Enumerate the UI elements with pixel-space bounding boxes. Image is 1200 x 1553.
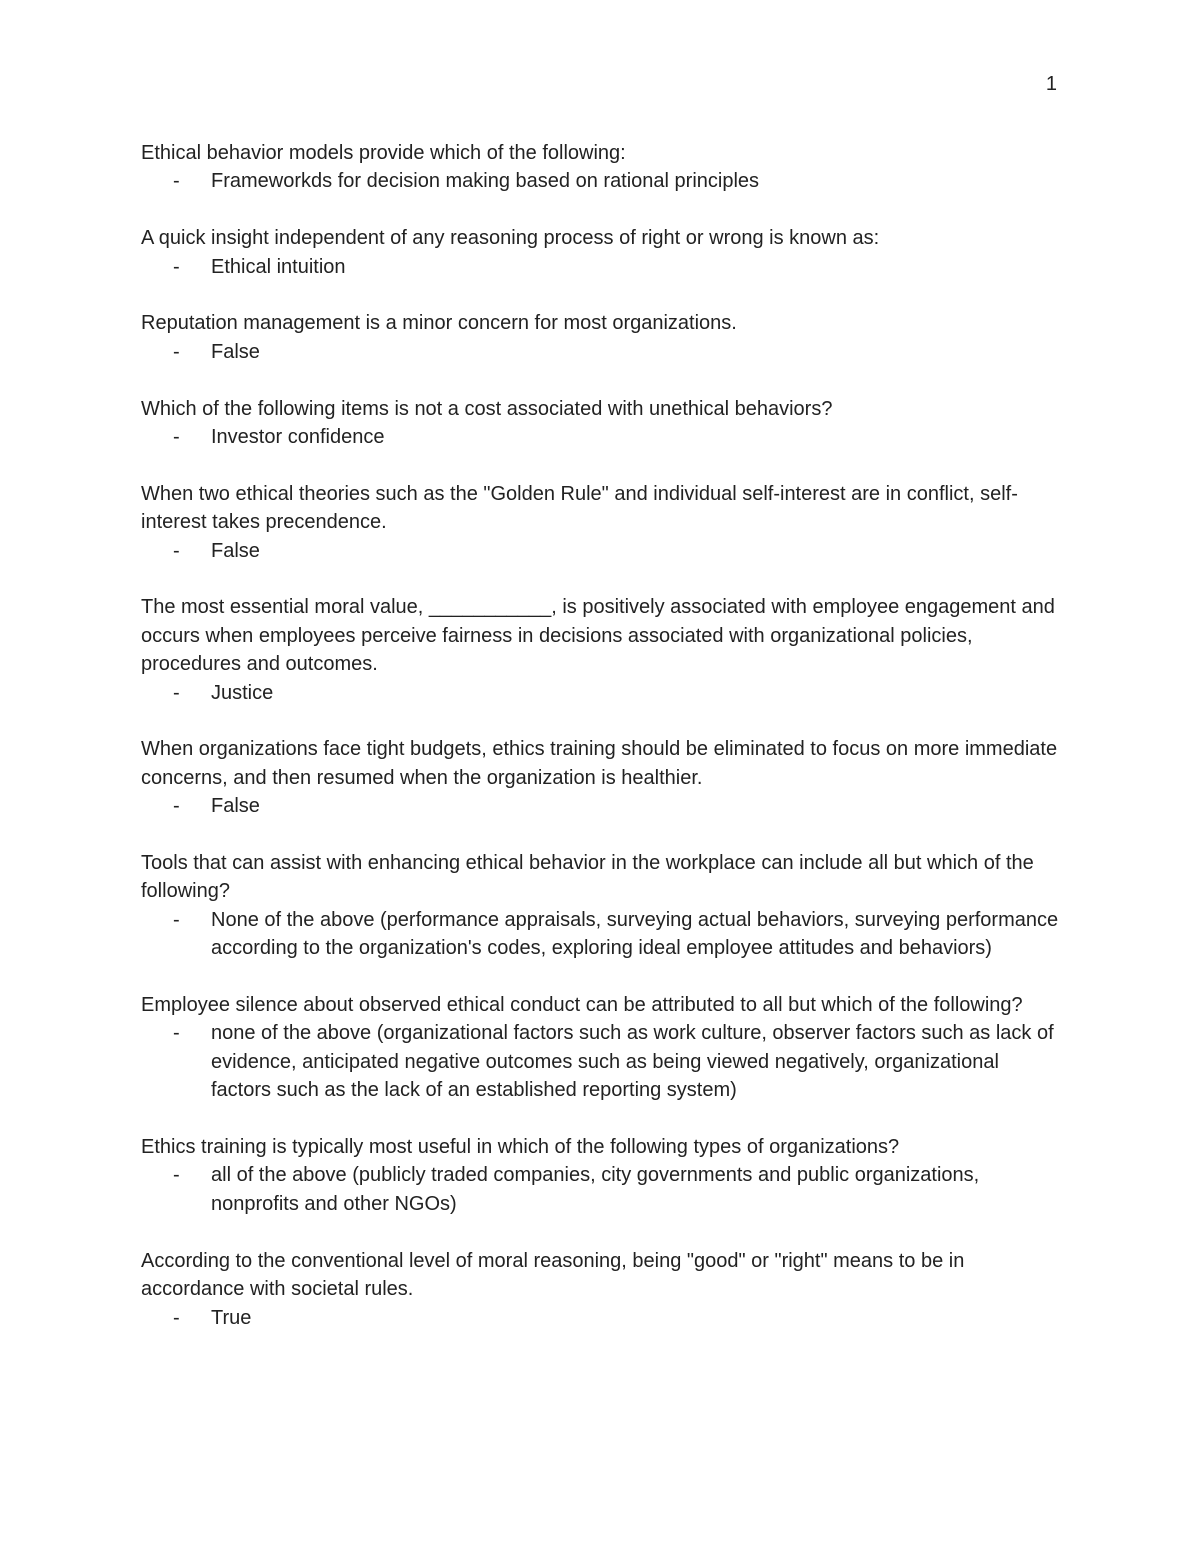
answer-text	[141, 423, 1061, 451]
qa-item	[141, 309, 1061, 366]
answer-text	[141, 792, 1061, 820]
qa-list	[141, 139, 1061, 1360]
qa-item	[141, 849, 1061, 963]
bullet-dash: -	[173, 255, 180, 278]
bullet-dash: -	[173, 340, 180, 363]
qa-item	[141, 593, 1061, 707]
question-text: According to the conventional level of moral reasoning, being "good" or "right" means to be in accordance with societal rules.	[141, 1249, 965, 1301]
bullet-dash: -	[173, 539, 180, 562]
answer-text	[141, 167, 1061, 195]
question-text: Ethics training is typically most useful in which of the following types of organizations?	[141, 1136, 900, 1159]
answer-value: Frameworkds for decision making based on rational principles	[211, 170, 760, 193]
answer-text	[141, 253, 1061, 281]
qa-item	[141, 1133, 1061, 1218]
question-text: Employee silence about observed ethical conduct can be attributed to all but which of the following?	[141, 994, 1023, 1017]
answer-value: False	[211, 539, 260, 562]
page-number: 1	[1045, 73, 1057, 95]
question-text: Which of the following items is not a cost associated with unethical behaviors?	[141, 397, 833, 420]
qa-item	[141, 139, 1061, 196]
bullet-dash: -	[173, 1164, 180, 1187]
answer-value: all of the above (publicly traded companies, city governments and public organizations, nonprofits and other NGOs)	[211, 1164, 980, 1215]
question-text: Tools that can assist with enhancing ethical behavior in the workplace can include all but which of the following?	[141, 852, 1034, 903]
answer-value: False	[211, 340, 260, 363]
answer-text	[141, 906, 1061, 963]
answer-text	[141, 338, 1061, 366]
bullet-dash: -	[173, 681, 180, 704]
qa-item	[141, 224, 1061, 281]
answer-value: False	[211, 795, 260, 818]
bullet-dash: -	[173, 1022, 180, 1045]
bullet-dash: -	[173, 795, 180, 818]
answer-text	[141, 1019, 1061, 1104]
answer-value: Ethical intuition	[211, 255, 346, 278]
bullet-dash: -	[173, 170, 180, 193]
answer-value: Justice	[211, 681, 274, 704]
answer-text	[141, 679, 1061, 707]
bullet-dash: -	[173, 1306, 180, 1329]
question-text: When two ethical theories such as the "Golden Rule" and individual self-interest are in conflict, self-interest takes precendence.	[141, 482, 1018, 534]
question-text: When organizations face tight budgets, ethics training should be eliminated to focus on more immediate concerns, and then resumed when the organization is healthier.	[141, 738, 1058, 789]
question-text: The most essential moral value, ___________, is positively associated with employee engagement and occurs when employees perceive fairness in decisions associated with organizational policies, procedures and outcomes.	[141, 596, 1055, 676]
answer-value: True	[211, 1306, 252, 1329]
question-text: Ethical behavior models provide which of the following:	[141, 142, 626, 164]
bullet-dash: -	[173, 426, 180, 449]
qa-item	[141, 735, 1061, 820]
answer-text	[141, 1161, 1061, 1218]
qa-item	[141, 480, 1061, 565]
qa-item	[141, 991, 1061, 1105]
qa-item	[141, 1247, 1061, 1332]
question-text: Reputation management is a minor concern for most organizations.	[141, 312, 737, 335]
qa-item	[141, 395, 1061, 452]
answer-value: none of the above (organizational factors such as work culture, observer factors such as lack of evidence, anticipated negative outcomes such as being viewed negatively, organizational factors such as the lack of an established reporting system)	[211, 1022, 1054, 1102]
answer-text	[141, 537, 1061, 565]
answer-value: Investor confidence	[211, 426, 385, 449]
answer-value: None of the above (performance appraisals, surveying actual behaviors, surveying performance according to the organization's codes, exploring ideal employee attitudes and behaviors)	[211, 908, 1059, 960]
bullet-dash: -	[173, 908, 180, 931]
answer-text	[141, 1304, 1061, 1332]
question-text: A quick insight independent of any reasoning process of right or wrong is known as:	[141, 227, 880, 250]
